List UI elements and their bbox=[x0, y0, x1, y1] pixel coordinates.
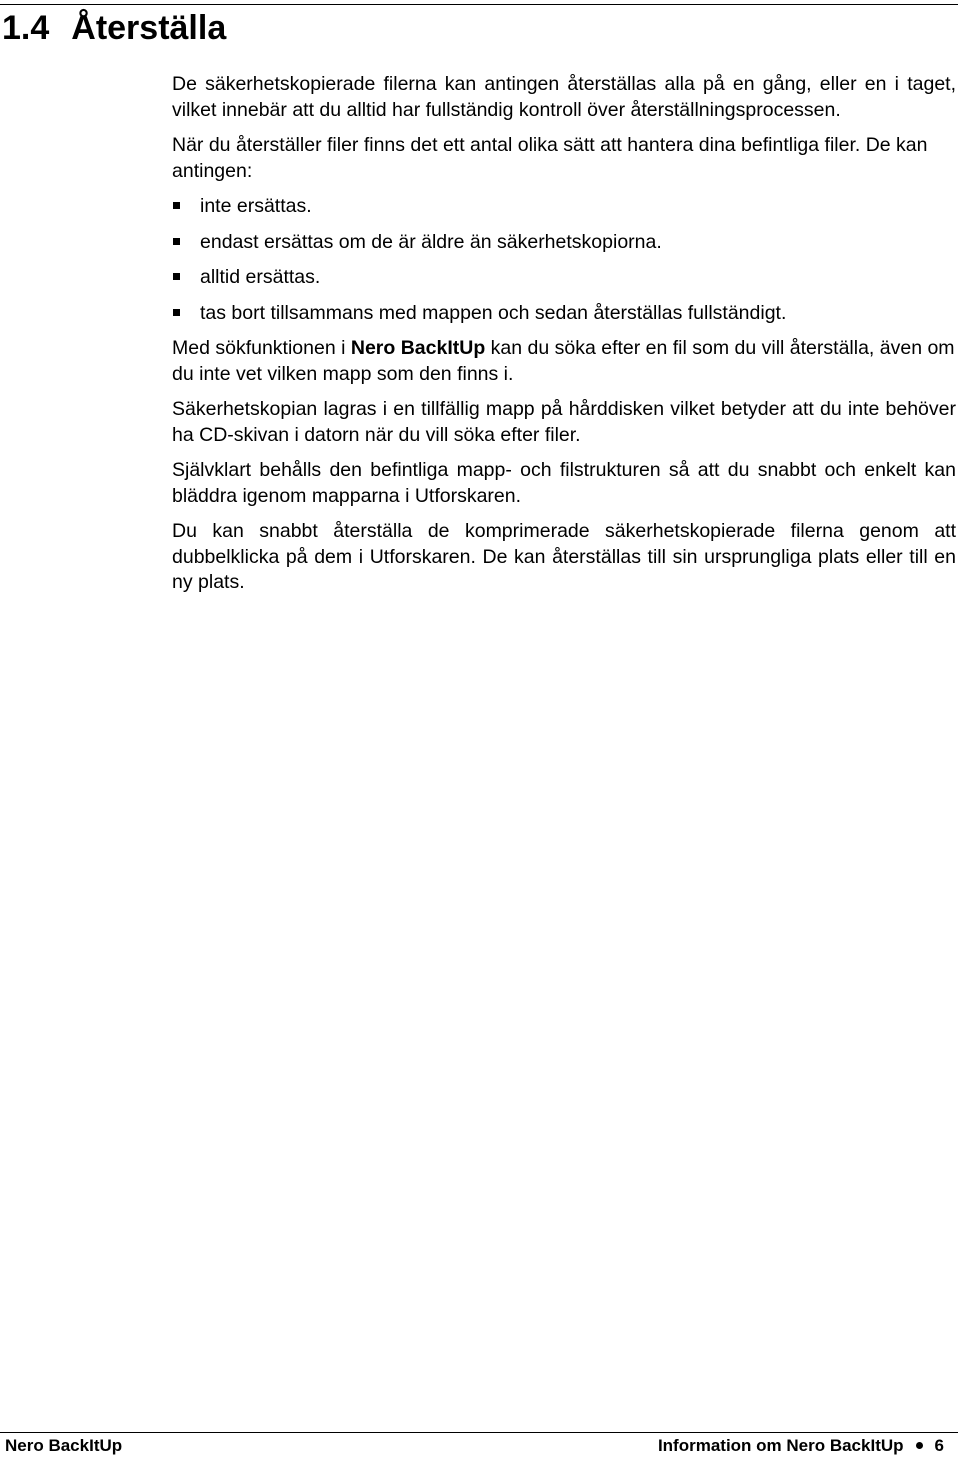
square-bullet-icon bbox=[173, 238, 180, 245]
section-heading bbox=[2, 6, 226, 50]
section-title: Återställa bbox=[71, 9, 227, 47]
bullet-dot-icon bbox=[916, 1442, 923, 1449]
section-number: 1.4 bbox=[2, 9, 50, 47]
paragraph-options-intro: När du återställer filer finns det ett antal olika sätt att hantera dina befintliga filer. De kan antingen: bbox=[172, 134, 928, 182]
body-content bbox=[172, 72, 956, 606]
square-bullet-icon bbox=[173, 309, 180, 316]
square-bullet-icon bbox=[173, 273, 180, 280]
paragraph-quick-restore: Du kan snabbt återställa de komprimerade säkerhetskopierade filerna genom att dubbelklicka på dem i Utforskaren. De kan återställas till sin ursprungliga plats eller till en ny plats. bbox=[172, 520, 956, 593]
paragraph-search-end: kan du söka efter en fil som du vill återställa, även om du inte vet vilken mapp som den finns i. bbox=[172, 337, 955, 385]
paragraph-temp-folder: Säkerhetskopian lagras i en tillfällig mapp på hårddisken vilket betyder att du inte behöver ha CD-skivan i datorn när du vill söka efter filer. bbox=[172, 398, 956, 446]
options-list bbox=[172, 194, 956, 326]
list-item bbox=[172, 301, 956, 327]
top-rule bbox=[0, 4, 958, 5]
paragraph-intro: De säkerhetskopierade filerna kan antingen återställas alla på en gång, eller en i taget, vilket innebär att du alltid har fullständig kontroll över återställningsprocessen. bbox=[172, 73, 956, 121]
paragraph-structure: Självklart behålls den befintliga mapp- och filstrukturen så att du snabbt och enkelt kan bläddra igenom mapparna i Utforskaren. bbox=[172, 459, 956, 507]
footer-chapter-info bbox=[658, 1435, 944, 1457]
list-item-text: inte ersättas. bbox=[200, 195, 312, 217]
list-item-text: endast ersättas om de är äldre än säkerhetskopiorna. bbox=[200, 230, 662, 253]
footer-product-name: Nero BackItUp bbox=[5, 1436, 123, 1455]
list-item bbox=[172, 265, 956, 291]
list-item bbox=[172, 194, 956, 220]
list-item-text: alltid ersättas. bbox=[200, 266, 321, 288]
list-item bbox=[172, 230, 956, 256]
page-number: 6 bbox=[934, 1436, 944, 1455]
footer-rule bbox=[0, 1432, 958, 1433]
square-bullet-icon bbox=[173, 202, 180, 209]
product-name: Nero BackItUp bbox=[350, 337, 486, 359]
paragraph-search bbox=[172, 336, 956, 387]
list-item-text: tas bort tillsammans med mappen och sedan återställas fullständigt. bbox=[200, 301, 787, 324]
paragraph-search-start: Med sökfunktionen i bbox=[172, 337, 351, 359]
footer-chapter-title: Information om Nero BackItUp bbox=[657, 1436, 904, 1455]
